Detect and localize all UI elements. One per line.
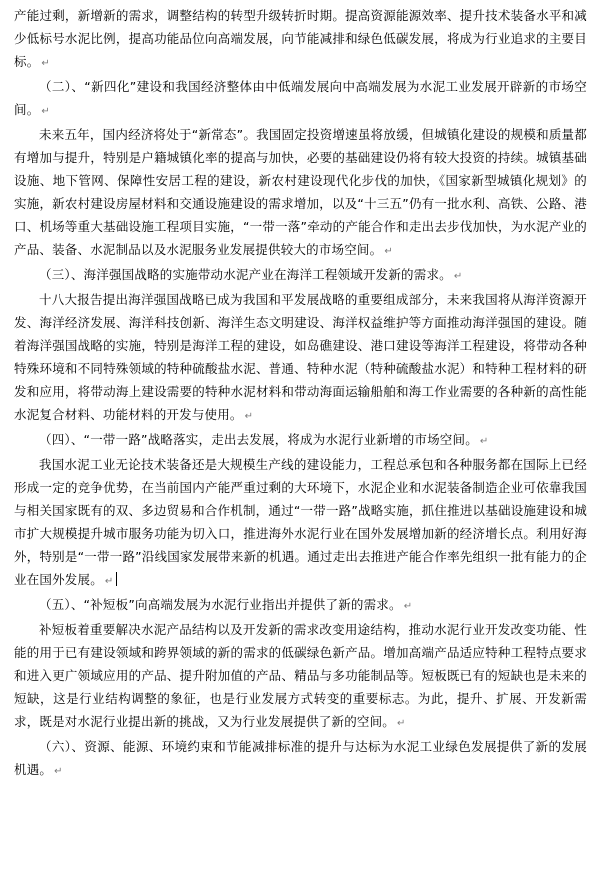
paragraph-mark-icon: ↵ [41, 58, 50, 69]
heading-section-4: （四）、“一带一路”战略落实，走出去发展，将成为水泥行业新增的市场空间。 ↵ [39, 432, 489, 447]
paragraph-1: 产能过剩，新增新的需求，调整结构的转型升级转折时期。提高资源能源效率、提升技术装备水平和减少低标号水泥比例，提高功能品位向高端发展，向节能减排和绿色低碳发展，将成为行业追求的主要目标。 ↵ [14, 8, 587, 69]
paragraph-mark-icon: ↵ [479, 436, 489, 447]
paragraph-mark-icon: ↵ [41, 106, 50, 117]
paragraph-4: 我国水泥工业无论技术装备还是大规模生产线的建设能力，工程总承包和各种服务都在国际上已经形成一定的竞争优势，在当前国内产能严重过剩的大环境下，水泥企业和水泥装备制造企业可依靠我国与相关国家既有的双、多边贸易和合作机制，通过“一带一路”战略实施，抓住推进以基础设施建设和城市扩大规模提升城市服务功能为切入口，推进海外水泥行业在国外发展增加新的经济增长点。利用好海外，特别是“一带一路”沿线国家发展带来新的机遇。通过走出去推进产能合作率先组织一批有能力的企业在国外发展。 ↵ [14, 457, 587, 587]
paragraph-2: 未来五年，国内经济将处于“新常态”。我国固定投资增速虽将放缓，但城镇化建设的规模和质量都有增加与提升，特别是户籍城镇化率的提高与加快，必要的基础建设仍将有较大投资的持续。城镇基础设施、地下管网、保障性安居工程的建设，新农村建设现代化步伐的加快，《国家新型城镇化规划》的实施，新农村建设房屋材料和交通设施建设的需求增加，以及“十三五”仍有一批水利、高铁、公路、港口、机场等重大基础设施工程项目实施，“一带一落”牵动的产能合作和走出去步伐加快，为水泥产业的产品、装备、水泥制品以及水泥服务业发展提供较大的市场空间。 ↵ [14, 127, 587, 257]
paragraph-mark-icon: ↵ [384, 246, 393, 257]
text-cursor [116, 572, 117, 586]
paragraph-mark-icon: ↵ [244, 411, 254, 422]
heading-section-5: （五）、“补短板”向高端发展为水泥行业指出并提供了新的需求。 ↵ [39, 597, 413, 612]
paragraph-mark-icon: ↵ [453, 271, 463, 282]
paragraph-3: 十八大报告提出海洋强国战略已成为我国和平发展战略的重要组成部分，未来我国将从海洋资源开发、海洋经济发展、海洋科技创新、海洋生态文明建设、海洋权益维护等方面推动海洋强国的建设。随着海洋强国战略的实施，特别是海洋工程的建设，如岛礁建设、港口建设等海洋工程建设，将带动各种特殊环境和不同特殊领域的特种硫酸盐水泥、普通、特种水泥（特种硫酸盐水泥）和特种工程材料的研发和应用，将带动海上建设需要的特种水泥材料和带动海面运输船舶和海工作业需要的各种新的高性能水泥复合材料、功能材料的开发与使用。 ↵ [14, 292, 587, 422]
paragraph-5: 补短板着重要解决水泥产品结构以及开发新的需求改变用途结构，推动水泥行业开发改变功能、性能的用于已有建设领域和跨界领域的新的需求的低碳绿色新产品。增加高端产品适应特种工程特点要求和进入更广领域应用的产品、提升附加值的产品、精品与多功能制品等。短板既已有的短缺也是未来的短缺，这是行业结构调整的象征，也是行业发展方式转变的重要标志。为此，提升、扩展、开发新需求，既是对水泥行业提出新的挑战，又为行业发展提供了新的空间。 ↵ [14, 622, 587, 729]
heading-section-2: （二）、“新四化”建设和我国经济整体由中低端发展向中高端发展为水泥工业发展开辟新的市场空间。 ↵ [14, 79, 587, 117]
paragraph-mark-icon: ↵ [54, 766, 63, 777]
paragraph-mark-icon: ↵ [104, 576, 114, 587]
paragraph-mark-icon: ↵ [397, 718, 406, 729]
paragraph-mark-icon: ↵ [403, 601, 413, 612]
heading-section-6: （六）、资源、能源、环境约束和节能减排标准的提升与达标为水泥工业绿色发展提供了新的发展机遇。 ↵ [14, 739, 587, 777]
heading-section-3: （三）、海洋强国战略的实施带动水泥产业在海洋工程领域开发新的需求。 ↵ [39, 267, 463, 282]
